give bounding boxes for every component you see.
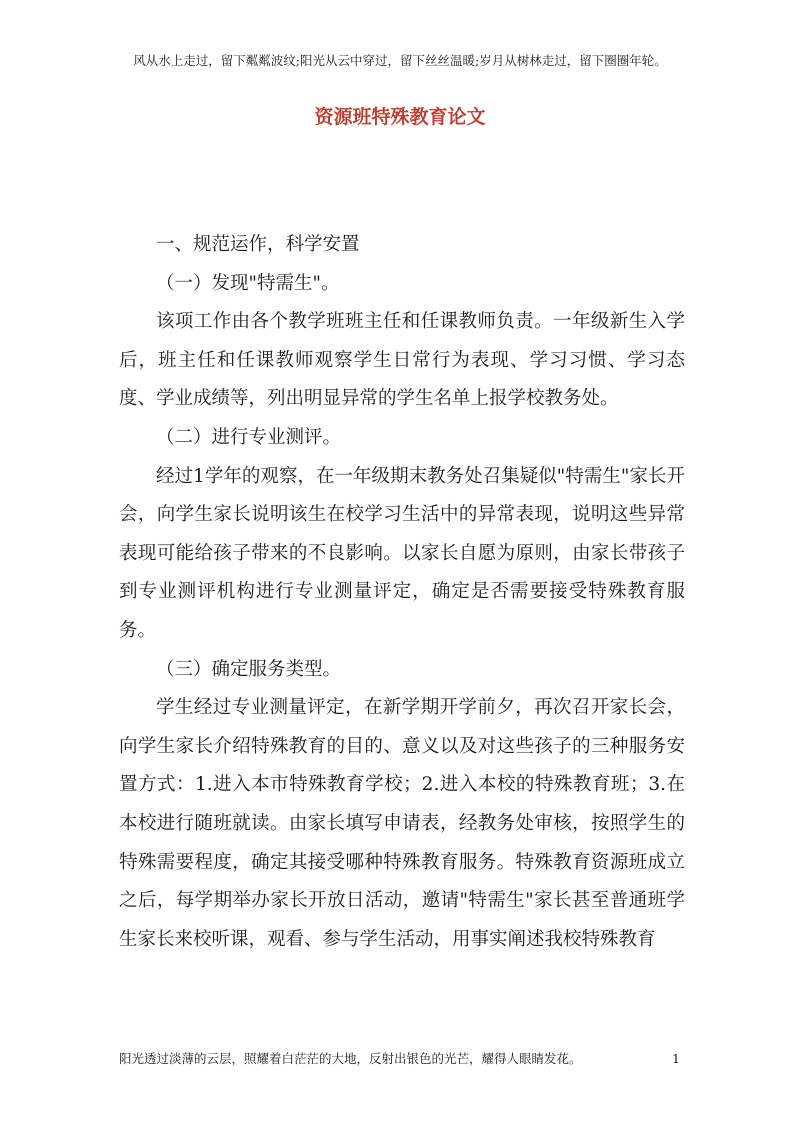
subsection-heading: （二）进行专业测评。 (156, 426, 342, 448)
paragraph: 经过1学年的观察，在一年级期末教务处召集疑似"特需生"家长开会，向学生家长说明该生在校学习生活中的异常表现，说明这些异常表现可能给孩子带来的不良影响。以家长自愿为原则，由家长带孩子到专业测评机构进行专业测量评定，确定是否需要接受特殊教育服务。 (119, 465, 685, 641)
page-header-quote: 风从水上走过，留下粼粼波纹;阳光从云中穿过，留下丝丝温暖;岁月从树林走过，留下圈圈年轮。 (133, 53, 667, 68)
section-heading: 一、规范运作，科学安置 (156, 234, 360, 255)
document-title: 资源班特殊教育论文 (314, 106, 486, 128)
paragraph: 学生经过专业测量评定，在新学期开学前夕，再次召开家长会，向学生家长介绍特殊教育的目的、意义以及对这些孩子的三种服务安置方式：1.进入本市特殊教育学校；2.进入本校的特殊教育班；3.在本校进行随班就读。由家长填写申请表，经教务处审核，按照学生的特殊需要程度，确定其接受哪种特殊教育服务。特殊教育资源班成立之后，每学期举办家长开放日活动，邀请"特需生"家长甚至普通班学生家长来校听课，观看、参与学生活动，用事实阐述我校特殊教育 (119, 697, 685, 950)
page-footer-quote: 阳光透过淡薄的云层，照耀着白茫茫的大地，反射出银色的光芒，耀得人眼睛发花。 (119, 1051, 582, 1066)
subsection-heading: （三）确定服务类型。 (156, 658, 342, 680)
document-body (119, 226, 685, 959)
subsection-heading: （一）发现"特需生"。 (156, 272, 340, 294)
paragraph: 该项工作由各个教学班班主任和任课教师负责。一年级新生入学后，班主任和任课教师观察学生日常行为表现、学习习惯、学习态度、学业成绩等，列出明显异常的学生名单上报学校教务处。 (119, 311, 685, 410)
page-number: 1 (672, 1051, 680, 1066)
